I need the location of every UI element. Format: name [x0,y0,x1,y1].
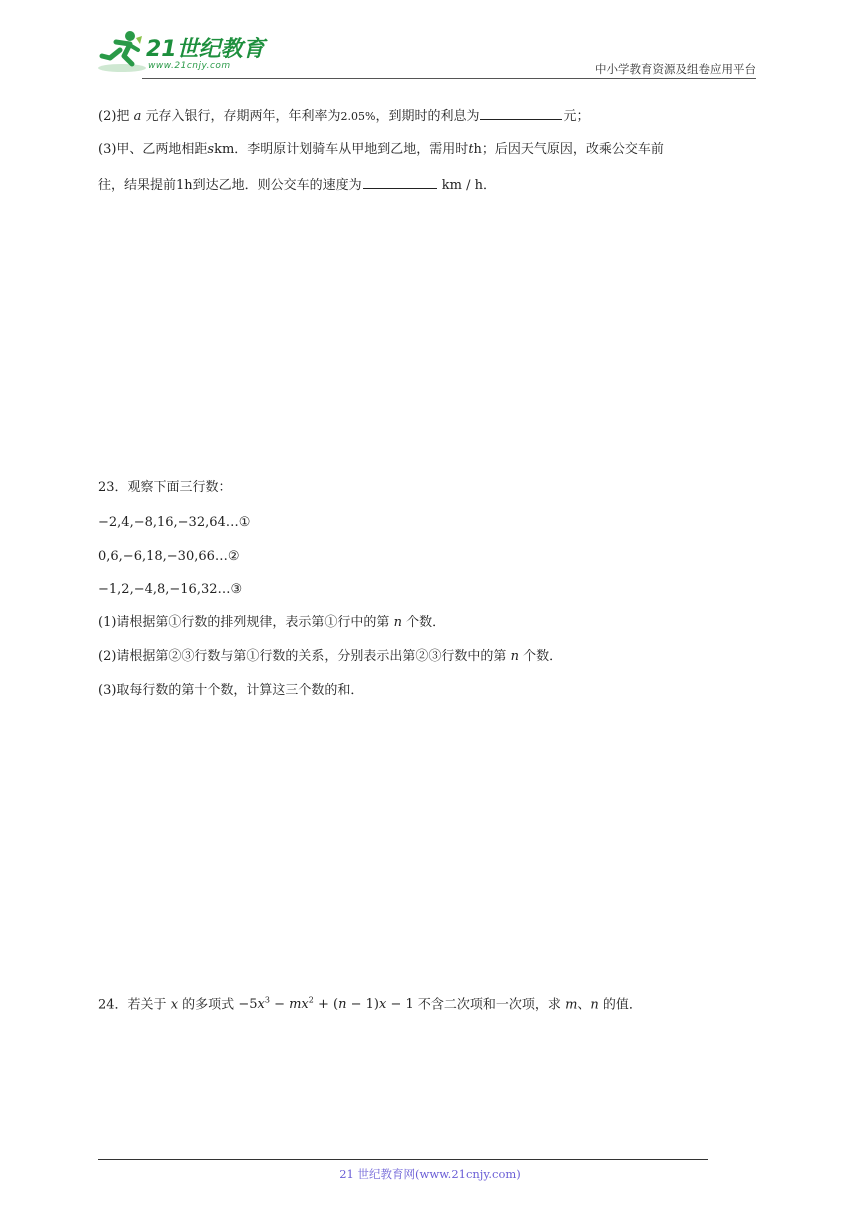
footer-text[interactable]: 21 世纪教育网(www.21cnjy.com) [339,1167,521,1181]
q23-p2-var: n [510,649,519,664]
q23-row3: −1,2,−4,8,−16,32…③ [98,582,243,597]
q22-p2-var: a [133,109,142,124]
q22-p2-text: ，到期时的利息为 [375,109,480,124]
q23-row1: −2,4,−8,16,−32,64…① [98,515,251,530]
q23-p2-text: 个数． [523,649,563,664]
q22-p3-text: h；后因天气原因，改乘公交车前 [473,142,664,157]
q22-p3-var: s [207,142,215,157]
q24-var: m [565,997,578,1013]
answer-blank[interactable] [363,175,437,189]
logo [96,28,266,78]
q22-p3-text: km．李明原计划骑车从甲地到乙地，需用时 [214,142,469,157]
q24-text: 的值． [602,997,642,1013]
q24-text: 、 [577,997,591,1013]
q23-row2: 0,6,−6,18,−30,66…② [98,549,240,564]
q22-part3-line2 [98,175,496,195]
logo-url: www.21cnjy.com [148,61,231,71]
q24-var: n [590,997,599,1013]
q22-p2-text: (2)把 [98,109,130,124]
q24-question [98,992,642,1014]
q22-part3-line1 [98,141,664,159]
q22-p3-text: (3)甲、乙两地相距 [98,142,208,157]
q23-p1-text: (1)请根据第①行数的排列规律，表示第①行中的第 [98,615,390,630]
q24-text: 不含二次项和一次项，求 [417,997,561,1013]
q22-p3-text: 往，结果提前1h到达乙地．则公交车的速度为 [98,178,362,193]
q24-var: x [170,997,179,1013]
runner-logo-icon [96,28,146,76]
header-divider [142,78,756,79]
q22-p2-rate: 2.05% [340,110,376,123]
q23-p1-var: n [393,615,402,630]
q22-p2-text: 元； [563,109,590,124]
answer-blank[interactable] [480,106,562,120]
q23-part3: (3)取每行数的第十个数，计算这三个数的和． [98,683,364,698]
polynomial-formula: $-5x^3 - mx^2 + (n - 1)x - 1$ [238,996,414,1013]
q24-text: 24．若关于 [98,997,167,1013]
q23-part1 [98,614,445,632]
q22-part2 [98,106,589,126]
footer-divider [98,1159,708,1160]
page-header [96,28,756,80]
q22-p3-var: t [468,142,474,157]
q23-p1-text: 个数． [406,615,446,630]
q22-p3-unit: km / h． [441,178,497,193]
q23-p2-text: (2)请根据第②③行数与第①行数的关系，分别表示出第②③行数中的第 [98,649,507,664]
platform-title: 中小学教育资源及组卷应用平台 [595,62,756,76]
q24-text: 的多项式 [182,997,235,1013]
q22-p2-text: 元存入银行，存期两年，年利率为 [145,109,341,124]
q23-title: 23．观察下面三行数： [98,480,232,495]
logo-text: 21世纪教育 [146,37,265,62]
q23-part2 [98,648,562,666]
